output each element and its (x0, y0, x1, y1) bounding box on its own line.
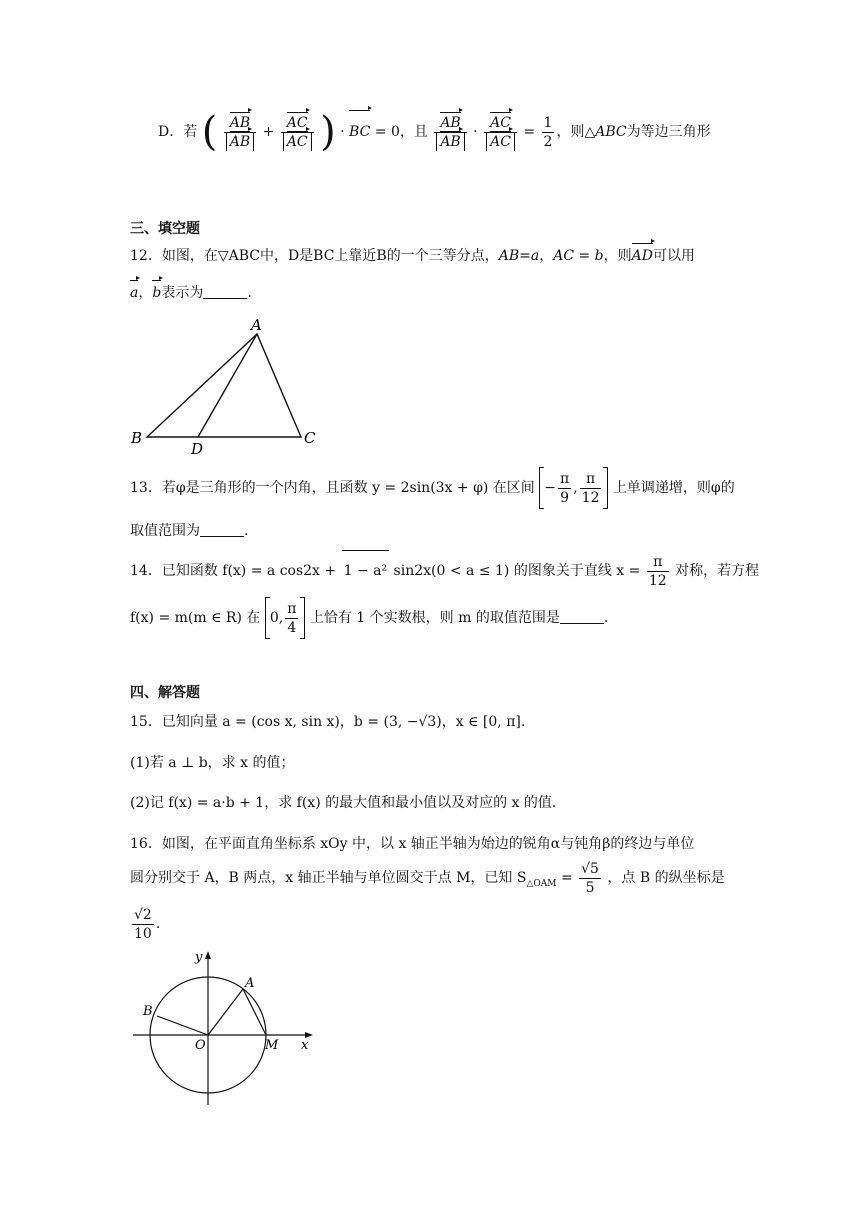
q13-line2: 取值范围为 . (130, 523, 249, 539)
triangle-figure (125, 312, 325, 457)
label-x: x (301, 1038, 309, 1053)
q14-line1: 14．已知函数 f(x) = a cos2x + 1 − a² sin2x(0 < a ≤ 1) 的图象关于直线 x = $\frac{\pi}{12}$ 对称，若方程 (130, 550, 759, 591)
label-b: B (131, 429, 143, 447)
unit-circle-figure (125, 945, 325, 1110)
q12-line1: 12．如图，在▽ABC中，D是BC上靠近B的一个三等分点，AB=a，AC = b，则AD可以用 (130, 245, 695, 267)
answer-blank (203, 284, 247, 299)
label-m: M (265, 1038, 279, 1053)
label-b: B (143, 1004, 153, 1019)
label-a: A (251, 316, 262, 334)
q12-line2: a，b表示为 . (130, 282, 252, 304)
label-o: O (195, 1038, 206, 1053)
q16-line1: 16．如图，在平面直角坐标系 xOy 中，以 x 轴正半轴为始边的锐角α与钝角β的终边与单位 (130, 836, 695, 852)
q13-line1: 13．若φ是三角形的一个内角，且函数 y = 2sin(3x + φ) 在区间 − $\frac{\pi}{9}$ , $\frac{\pi}{12}$ 上单调递增，则φ的 (130, 466, 735, 510)
section-title-fill-blank: 三、填空题 (130, 221, 200, 237)
option-d: D．若 ( $\frac{AB}{AB}$ + $\frac{AC}{AC}$ ) · BC = 0，且 $\frac{AB}{AB}$ · $\frac{AC}{AC}$ = $\frac{1}{2}$ ，则△ABC为等边三角形 (158, 109, 711, 155)
label-d: D (191, 440, 204, 457)
answer-blank (560, 609, 604, 624)
q16-line2: 圆分别交于 A，B 两点，x 轴正半轴与单位圆交于点 M，已知 $S_{\triangle OAM}$ = $\frac{√5}{5}$ ，点 B 的纵坐标是 (130, 860, 725, 896)
label-a: A (245, 976, 255, 991)
q15-part2: (2)记 f(x) = a·b + 1，求 f(x) 的最大值和最小值以及对应的 x 的值. (130, 795, 557, 811)
q16-line3: $\frac{√2}{10}$ . (134, 906, 161, 942)
label-y: y (195, 950, 203, 965)
section-title-answers: 四、解答题 (130, 685, 200, 701)
q14-line2: f(x) = m(m ∈ R) 在 0, $\frac{\pi}{4}$ 上恰有 1 个实数根，则 m 的取值范围是 . (130, 596, 608, 640)
q15-part1: (1)若 a ⊥ b，求 x 的值； (130, 755, 295, 771)
label-c: C (304, 429, 316, 447)
answer-blank (200, 522, 244, 537)
q15-line1: 15．已知向量 a = (cos x, sin x)，b = (3, −√3)，x ∈ [0, π]. (130, 714, 526, 730)
